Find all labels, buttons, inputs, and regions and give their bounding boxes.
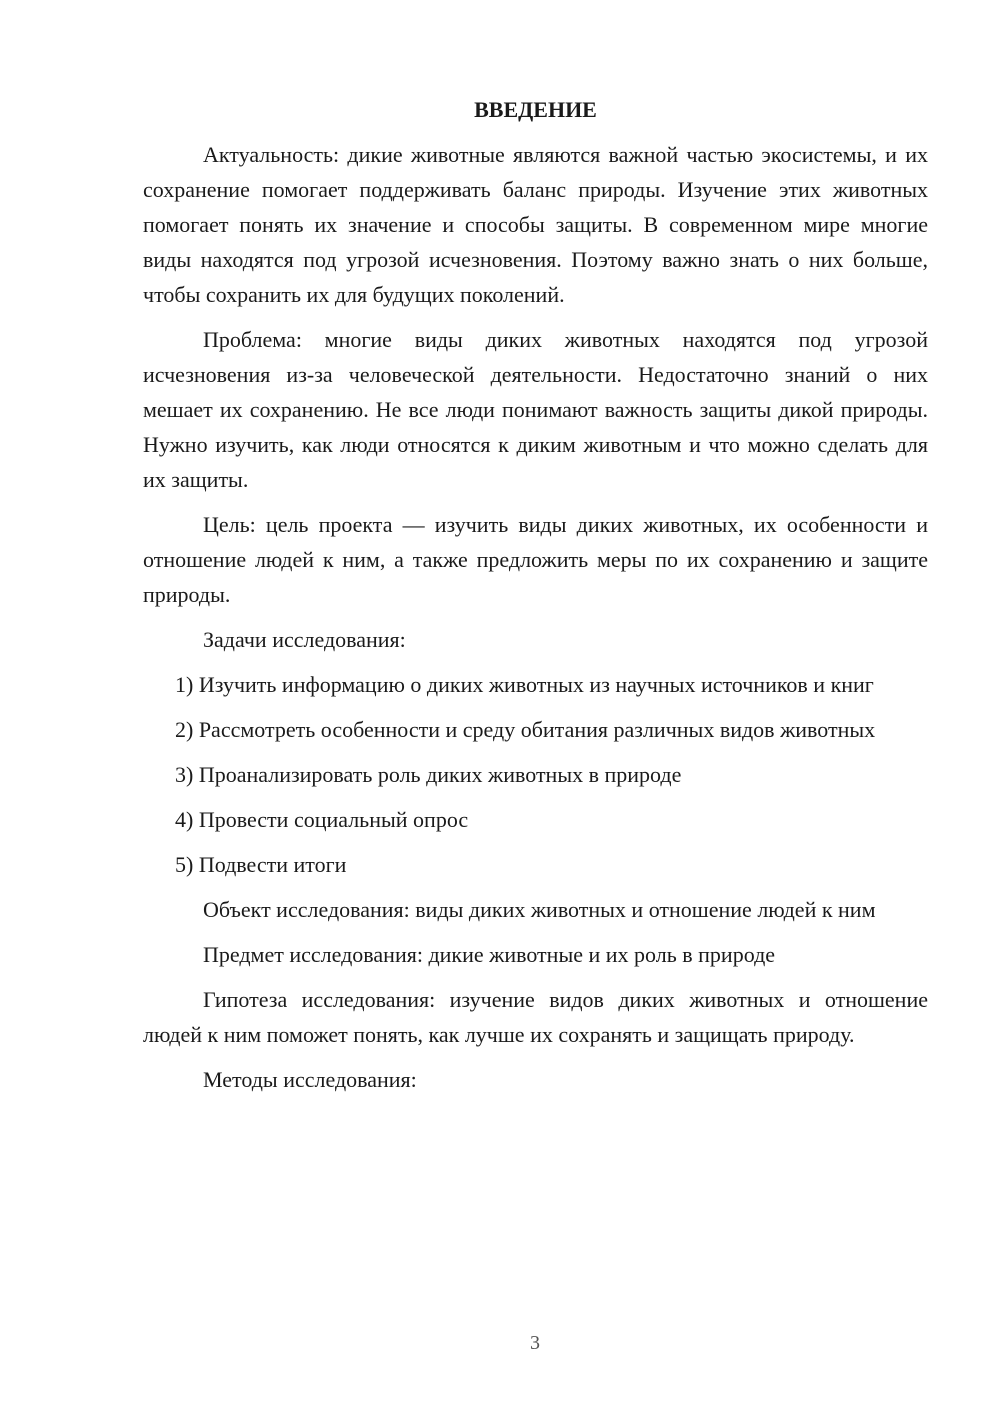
task-item: 5) Подвести итоги [175,852,347,877]
tasks-heading: Задачи исследования: [203,627,406,652]
paragraph-problem: Проблема: многие виды диких животных находятся под угрозой исчезновения из-за человеческой деятельности. Недостаточно знаний о них мешает их сохранению. Не все люди понимают важность защиты дикой природы. Нужно изучить, как люди относятся к диким животным и что можно сделать для их защиты. [143,327,928,492]
task-item: 1) Изучить информацию о диких животных из научных источников и книг [175,672,874,697]
paragraph-methods: Методы исследования: [203,1067,417,1092]
page-number: 3 [530,1332,540,1354]
page-title: ВВЕДЕНИЕ [474,97,597,122]
task-item: 3) Проанализировать роль диких животных в природе [175,762,682,787]
task-item: 2) Рассмотреть особенности и среду обитания различных видов животных [175,717,876,742]
paragraph-subject: Предмет исследования: дикие животные и их роль в природе [203,942,776,967]
document-page [143,92,928,1107]
paragraph-object: Объект исследования: виды диких животных и отношение людей к ним [203,897,876,922]
paragraph-hypothesis: Гипотеза исследования: изучение видов диких животных и отношение людей к ним поможет понять, как лучше их сохранять и защищать природу. [143,987,928,1047]
paragraph-goal: Цель: цель проекта — изучить виды диких животных, их особенности и отношение людей к ним, а также предложить меры по их сохранению и защите природы. [143,512,928,607]
paragraph-relevance: Актуальность: дикие животные являются важной частью экосистемы, и их сохранение помогает поддерживать баланс природы. Изучение этих животных помогает понять их значение и способы защиты. В современном мире многие виды находятся под угрозой исчезновения. Поэтому важно знать о них больше, чтобы сохранить их для будущих поколений. [143,142,928,307]
task-item: 4) Провести социальный опрос [175,807,469,832]
